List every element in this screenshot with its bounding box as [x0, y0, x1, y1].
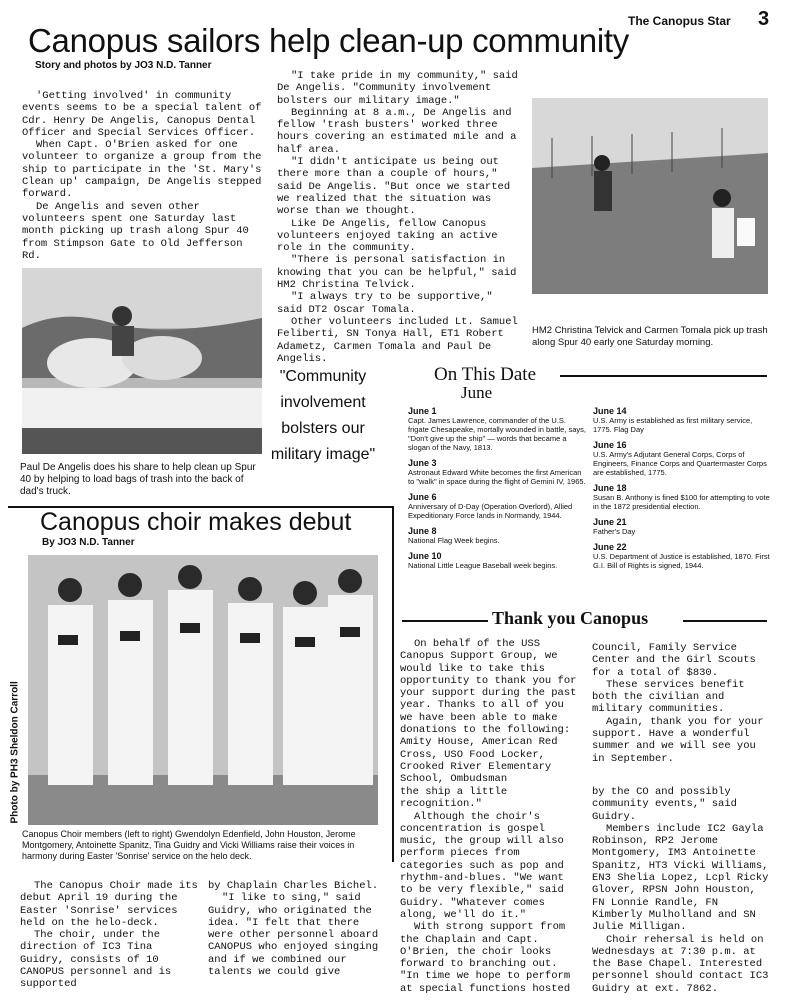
- page-number: 3: [758, 8, 770, 30]
- date-text: Father's Day: [593, 527, 636, 536]
- paragraph: These services benefit both the civilian and military communities.: [592, 678, 745, 716]
- date-entry: [408, 551, 586, 570]
- paragraph: Again, thank you for your support. Have a wonderful summer and we will see you in September.: [592, 715, 764, 765]
- date-text: U.S. Army's Adjutant General Corps, Corps of Engineers, Finance Corps and Quartermaster Corps are established, 1775.: [593, 450, 767, 477]
- paragraph: On behalf of the USS Canopus Support Group, we would like to take this opportunity to thank you for your support during the past year. Thanks to all of you we have been able to make donations to the following: Amity House, American Red Cross, USO Food Locker, Crooked River Elementary School, Ombudsman: [400, 638, 577, 786]
- date-label: June 21: [593, 517, 627, 527]
- paragraph: The Canopus Choir made its debut April 19 during the Easter 'Sonrise' services held on the helo-deck.: [20, 880, 198, 929]
- masthead: [628, 10, 778, 36]
- paragraph: When Capt. O'Brien asked for one volunteer to organize a group from the ship to participate in the 'St. Mary's Clean up' campaign, De Angelis stepped forward.: [22, 139, 262, 201]
- choir-column-4: [592, 786, 774, 995]
- date-label: June 16: [593, 440, 627, 450]
- paragraph: Like De Angelis, fellow Canopus volunteers enjoyed taking an active role in the community.: [277, 217, 498, 255]
- paragraph: by the CO and possibly community events," said Guidry.: [592, 786, 737, 823]
- paragraph: "There is personal satisfaction in knowing that you can be helpful," said HM2 Christina Telvick.: [277, 254, 517, 292]
- paragraph: De Angelis and seven other volunteers spent one Saturday last month picking up trash along Spur 40 from Stimpson Gate to Old Jefferson Rd.: [22, 200, 249, 262]
- choir-column-1: [20, 880, 200, 991]
- date-label: June 8: [408, 526, 437, 536]
- date-text: National Flag Week begins.: [408, 536, 500, 545]
- paragraph: the ship a little recognition.": [400, 786, 508, 811]
- date-label: June 1: [408, 406, 437, 416]
- dates-left-column: [408, 406, 586, 576]
- date-entry: [408, 458, 586, 486]
- date-entry: [593, 517, 773, 536]
- photo-credit: Photo by PH3 Sheldon Carroll: [9, 681, 21, 824]
- paper-name: The Canopus Star: [628, 14, 731, 28]
- pull-quote: "Community involvement bolsters our military image": [270, 368, 376, 463]
- paragraph: Council, Family Service Center and the Girl Scouts for a total of $830.: [592, 642, 756, 679]
- paragraph: "I like to sing," said Guidry, who originated the idea. "I felt that there were other personnel aboard CANOPUS who enjoyed singing and if we combined our talents we could give: [208, 892, 379, 979]
- cleanup-column-1: [22, 90, 267, 262]
- paragraph: Beginning at 8 a.m., De Angelis and fellow 'trash busters' worked three hours covering an estimated mile and a half area.: [277, 106, 517, 156]
- paragraph: 'Getting involved' in community events seems to be a special talent of Cdr. Henry De Angelis, Canopus Dental Officer and Special Services Officer.: [22, 90, 262, 139]
- byline-cleanup: Story and photos by JO3 N.D. Tanner: [35, 60, 212, 71]
- thanks-column-2: [592, 642, 774, 765]
- caption-choir: Canopus Choir members (left to right) Gwendolyn Edenfield, John Houston, Jerome Montgomery, Antoinette Spanitz, Tina Guidry and Vicki Williams raise their voices in harmony during Easter 'Sonrise' service on the helo deck.: [22, 829, 356, 861]
- paragraph: "I didn't anticipate us being out there more than a couple of hours," said De Angelis. "But once we started we realized that the situation was worse than we thought.: [277, 156, 511, 218]
- dates-right-column: [593, 406, 773, 576]
- date-text: Capt. James Lawrence, commander of the U.S. frigate Chesapeake, mortally wounded in battle, says, "Don't give up the ship" — words that became a slogan of the Navy, 1813.: [408, 416, 587, 452]
- thanks-title: Thank you Canopus: [492, 608, 649, 628]
- photo-choir: [28, 555, 378, 825]
- date-entry: [408, 406, 586, 452]
- paragraph: The choir, under the direction of IC3 Tina Guidry, consists of 10 CANOPUS personnel and is supported: [20, 929, 172, 991]
- date-text: Astronaut Edward White becomes the first American to "walk" in space during the flight of Gemini IV, 1965.: [408, 468, 586, 486]
- date-text: U.S. Department of Justice is established, 1870. First G.I. Bill of Rights is signed, 1944.: [593, 552, 770, 570]
- date-entry: [593, 542, 773, 570]
- thanks-rule-right: [683, 620, 767, 622]
- paragraph: "I take pride in my community," said De Angelis. "Community involvement bolsters our military image.": [277, 70, 518, 107]
- date-entry: [593, 483, 773, 511]
- date-text: U.S. Army is established as first military service, 1775. Flag Day: [593, 416, 753, 434]
- date-label: June 14: [593, 406, 627, 416]
- date-text: National Little League Baseball week begins.: [408, 561, 558, 570]
- date-text: Susan B. Anthony is fined $100 for attempting to vote in the 1872 presidential election.: [593, 493, 770, 511]
- paragraph: "I always try to be supportive," said DT2 Oscar Tomala.: [277, 291, 493, 316]
- thanks-column-1: [400, 638, 582, 786]
- headline-cleanup: Canopus sailors help clean-up community: [28, 22, 629, 59]
- thanks-rule-left: [402, 620, 488, 622]
- date-entry: [408, 526, 586, 545]
- paragraph: Members include IC2 Gayla Robinson, RP2 Jerome Montgomery, IM3 Antoinette Spanitz, HT3 Vicki Williams, EN3 Shelia Lopez, Lcpl Ricky Glover, RPSN John Houston, FN Lonnie Randle, FN Kimberly Mulholland and SN Julie Milligan.: [592, 822, 769, 934]
- on-this-date-title: On This Date: [434, 364, 537, 385]
- date-label: June 10: [408, 551, 442, 561]
- photo-trash-pickup: [532, 98, 768, 294]
- byline-choir: By JO3 N.D. Tanner: [42, 537, 135, 548]
- paragraph: Other volunteers included Lt. Samuel Feliberti, SN Tonya Hall, ET1 Robert Adametz, Carmen Tomala and Paul De Angelis.: [277, 315, 518, 365]
- on-this-date-rule: [560, 375, 767, 377]
- choir-column-3: [400, 786, 582, 995]
- headline-choir: Canopus choir makes debut: [40, 508, 352, 536]
- date-label: June 22: [593, 542, 627, 552]
- date-entry: [593, 440, 773, 477]
- paragraph: Choir rehersal is held on Wednesdays at 7:30 p.m. at the Base Chapel. Interested personnel should contact IC3 Guidry at ext. 7862.: [592, 933, 769, 995]
- date-label: June 18: [593, 483, 627, 493]
- paragraph: Although the choir's concentration is gospel music, the group will also perform pieces from categories such as pop and rhythm-and-blues. "We want to be very flexible," said Guidry. "Whatever comes along, we'll do it.": [400, 810, 564, 921]
- cleanup-column-2: [277, 70, 522, 365]
- caption-trash-pickup: HM2 Christina Telvick and Carmen Tomala pick up trash along Spur 40 early one Saturday morning.: [532, 325, 768, 348]
- paragraph: With strong support from the Chaplain and Capt. O'Brien, the choir looks forward to branching out. "In time we hope to perform at special functions hosted: [400, 921, 571, 995]
- paragraph: by Chaplain Charles Bichel.: [208, 880, 379, 892]
- date-entry: [408, 492, 586, 520]
- date-entry: [593, 406, 773, 434]
- on-this-date-month: June: [461, 383, 493, 402]
- date-label: June 3: [408, 458, 437, 468]
- date-label: June 6: [408, 492, 437, 502]
- caption-truck: Paul De Angelis does his share to help clean up Spur 40 by helping to load bags of trash into the back of dad's truck.: [20, 462, 256, 497]
- date-text: Anniversary of D-Day (Operation Overlord), Allied Expeditionary Force lands in Normandy, 1944.: [408, 502, 573, 520]
- photo-truck: [22, 268, 262, 454]
- choir-column-2: [208, 880, 390, 978]
